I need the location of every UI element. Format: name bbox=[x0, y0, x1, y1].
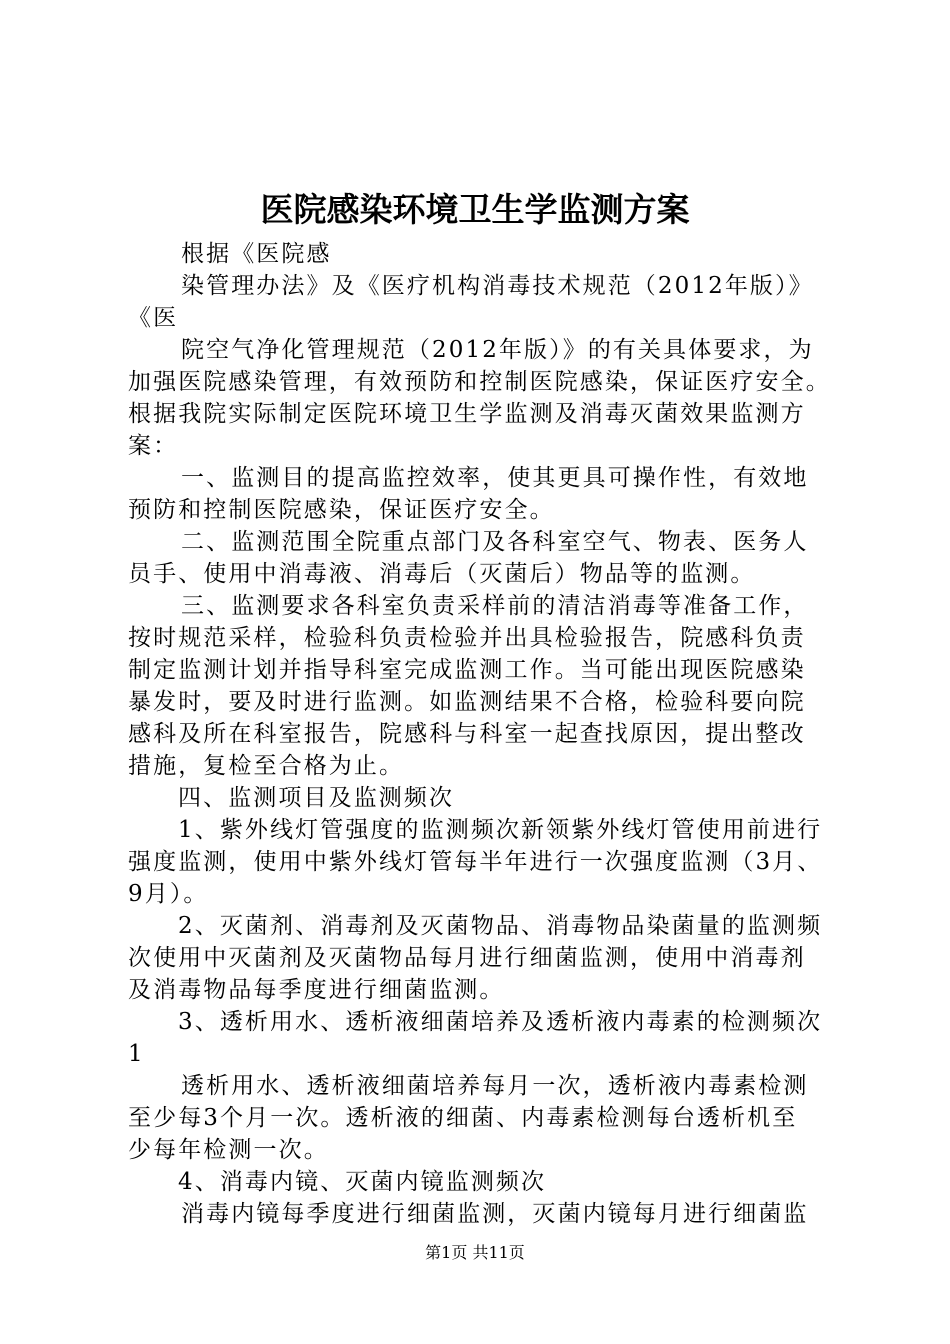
body-line: 制定监测计划并指导科室完成监测工作。当可能出现医院感染 bbox=[128, 657, 806, 683]
body-line: 一、监测目的提高监控效率，使其更具可操作性，有效地 bbox=[181, 465, 809, 491]
body-line: 次使用中灭菌剂及灭菌物品每月进行细菌监测，使用中消毒剂 bbox=[128, 945, 806, 971]
body-line: 四、监测项目及监测频次 bbox=[178, 785, 455, 811]
body-line: 二、监测范围全院重点部门及各科室空气、物表、医务人 bbox=[181, 529, 809, 555]
body-line: 消毒内镜每季度进行细菌监测，灭菌内镜每月进行细菌监 bbox=[181, 1201, 809, 1227]
body-line: 按时规范采样，检验科负责检验并出具检验报告，院感科负责 bbox=[128, 625, 806, 651]
body-line: 至少每3个月一次。透析液的细菌、内毒素检测每台透析机至 bbox=[128, 1105, 798, 1131]
body-line: 预防和控制医院感染，保证医疗安全。 bbox=[128, 497, 555, 523]
body-line: 院空气净化管理规范（2012年版）》的有关具体要求，为 bbox=[181, 337, 814, 363]
body-line: 及消毒物品每季度进行细菌监测。 bbox=[128, 977, 505, 1003]
body-line: 案： bbox=[128, 433, 179, 459]
body-line: 1 bbox=[128, 1041, 145, 1067]
body-line: 1、紫外线灯管强度的监测频次新领紫外线灯管使用前进行 bbox=[178, 817, 823, 843]
body-line: 措施，复检至合格为止。 bbox=[128, 753, 405, 779]
body-line: 加强医院感染管理，有效预防和控制医院感染，保证医疗安全。 bbox=[128, 369, 831, 395]
body-line: 感科及所在科室报告，院感科与科室一起查找原因，提出整改 bbox=[128, 721, 806, 747]
body-line: 透析用水、透析液细菌培养每月一次，透析液内毒素检测 bbox=[181, 1073, 809, 1099]
body-line: 暴发时，要及时进行监测。如监测结果不合格，检验科要向院 bbox=[128, 689, 806, 715]
body-line: 《医 bbox=[128, 305, 179, 331]
document-title: 医院感染环境卫生学监测方案 bbox=[260, 190, 690, 229]
body-line: 3、透析用水、透析液细菌培养及透析液内毒素的检测频次 bbox=[178, 1009, 823, 1035]
body-line: 员手、使用中消毒液、消毒后（灭菌后）物品等的监测。 bbox=[128, 561, 756, 587]
body-line: 9月）。 bbox=[128, 881, 209, 907]
body-line: 三、监测要求各科室负责采样前的清洁消毒等准备工作， bbox=[181, 593, 809, 619]
body-line: 4、消毒内镜、灭菌内镜监测频次 bbox=[178, 1169, 547, 1195]
body-line: 2、灭菌剂、消毒剂及灭菌物品、消毒物品染菌量的监测频 bbox=[178, 913, 823, 939]
body-line: 强度监测，使用中紫外线灯管每半年进行一次强度监测（3月、 bbox=[128, 849, 823, 875]
page-number-footer: 第1页 共11页 bbox=[425, 1243, 525, 1262]
body-line: 根据我院实际制定医院环境卫生学监测及消毒灭菌效果监测方 bbox=[128, 401, 806, 427]
body-line: 根据《医院感 bbox=[181, 241, 332, 267]
body-line: 染管理办法》及《医疗机构消毒技术规范（2012年版）》 bbox=[181, 273, 814, 299]
body-line: 少每年检测一次。 bbox=[128, 1137, 329, 1163]
